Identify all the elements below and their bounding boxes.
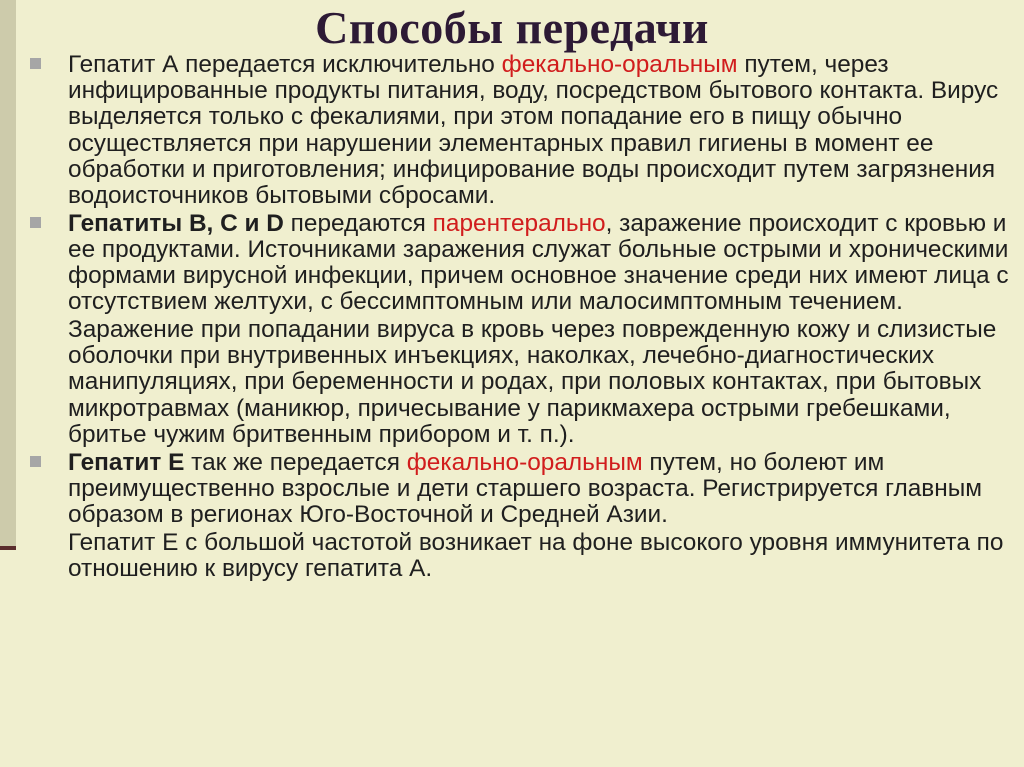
- bold-heading-e: Гепатит E: [68, 448, 185, 476]
- highlight-parenteral: парентерально: [432, 209, 606, 237]
- paragraph-infection-routes: [25, 317, 1017, 448]
- text-segment: Заражение при попадании вируса в кровь через поврежденную кожу и слизистые оболочки при внутривенных инъекциях, наколках, лечебно-диагностических манипуляциях, при беременности и родах, при половых контактах, при бытовых микротравмах (маникюр, причесывание у парикмахера острыми гребешками, бритье чужим бритвенным прибором и т. п.).: [68, 316, 997, 448]
- text-segment: Гепатит А передается исключительно: [68, 51, 502, 78]
- text-segment: путем, через инфицированные продукты питания, воду, посредством бытового контакта. Вирус выделяется только с фекалиями, при этом попадание его в пищу обычно осуществляется при нарушении элементарных правил гигиены в момент ее обработки и приготовления; инфицирование воды происходит путем загрязнения водоисточников бытовыми сбросами.: [68, 51, 999, 210]
- bullet-square-icon: [30, 217, 41, 228]
- paragraph-hepatitis-e: [25, 450, 1017, 529]
- paragraph-hepatitis-e-immunity: [25, 530, 1017, 582]
- left-decor-strip: [0, 0, 16, 546]
- highlight-fecal-oral: фекально-оральным: [406, 448, 643, 476]
- text-segment: так же передается: [184, 448, 407, 476]
- text-segment: передаются: [283, 209, 433, 237]
- slide-body: [25, 52, 1017, 582]
- highlight-fecal-oral: фекально-оральным: [501, 51, 738, 78]
- bullet-square-icon: [30, 456, 41, 467]
- left-decor-line: [0, 546, 16, 550]
- bullet-square-icon: [30, 58, 41, 69]
- text-segment: Гепатит Е с большой частотой возникает на фоне высокого уровня иммунитета по отношению к вирусу гепатита А.: [68, 528, 1004, 582]
- paragraph-hepatitis-bcd: [25, 211, 1017, 316]
- text-segment: путем, но болеют им преимущественно взрослые и дети старшего возраста. Регистрируется главным образом в регионах Юго-Восточной и Средней Азии.: [68, 448, 983, 528]
- paragraph-hepatitis-a: [25, 52, 1017, 209]
- text-segment: , заражение происходит с кровью и ее продуктами. Источниками заражения служат больные острыми и хроническими формами вирусной инфекции, причем основное значение среди них имеют лица с отсутствием желтухи, с бессимптомным или малосимптомным течением.: [68, 209, 1009, 316]
- slide-title: Способы передачи: [315, 2, 709, 53]
- bold-heading-bcd: Гепатиты B, C и D: [68, 209, 284, 237]
